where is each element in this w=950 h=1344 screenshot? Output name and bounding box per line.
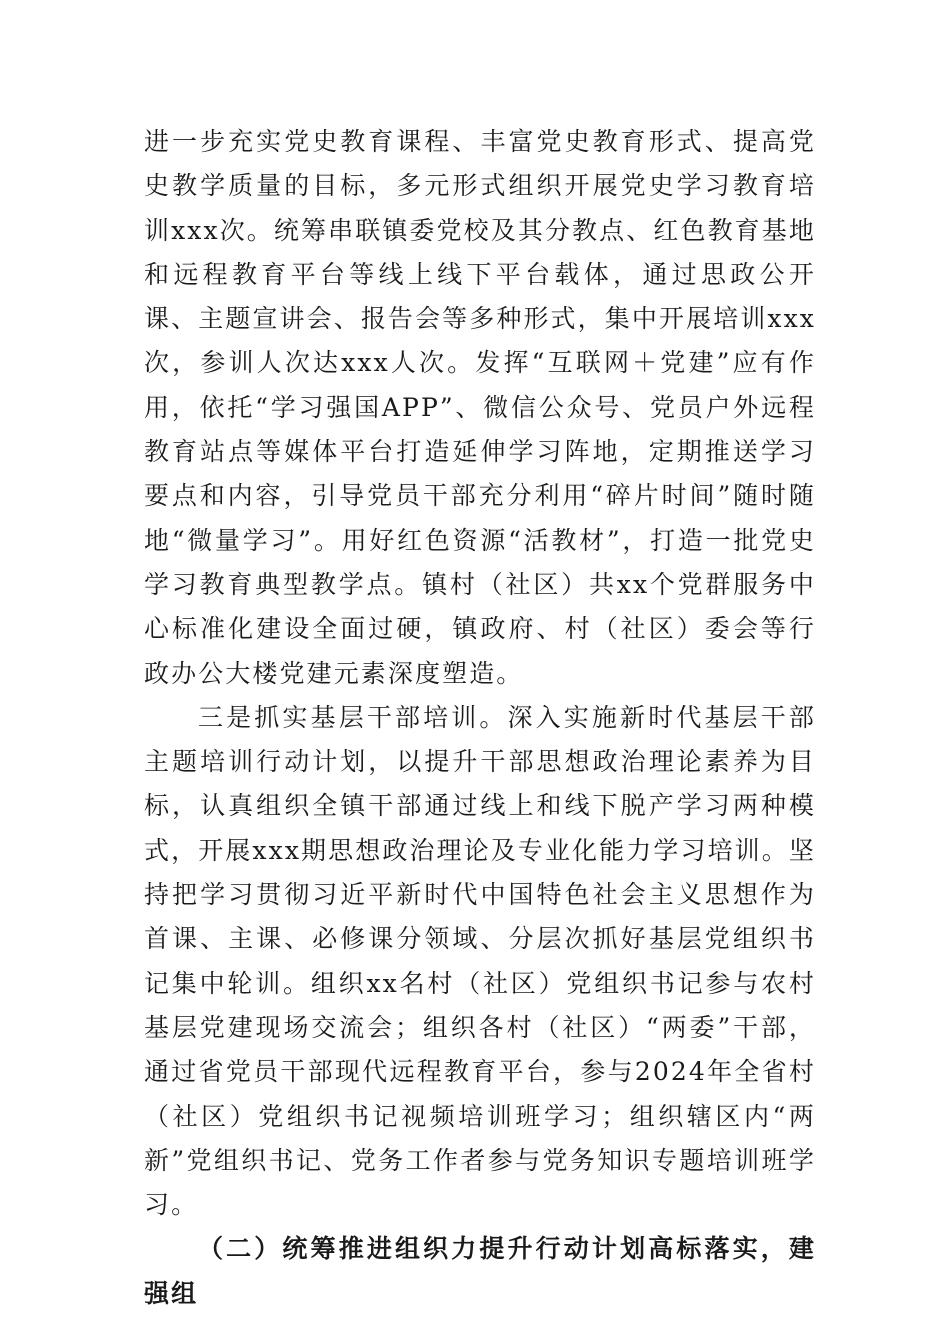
section-heading-organization: （二）统筹推进组织力提升行动计划高标落实，建强组 [144,1234,816,1308]
document-body [144,120,816,1316]
paragraph-party-history-education: 进一步充实党史教育课程、丰富党史教育形式、提高党史教学质量的目标，多元形式组织开展党史学习教育培训xxx次。统筹串联镇委党校及其分教点、红色教育基地和远程教育平台等线上线下平台载体，通过思政公开课、主题宣讲会、报告会等多种形式，集中开展培训xxx次，参训人次达xxx人次。发挥“互联网＋党建”应有作用，依托“学习强国APP”、微信公众号、党员户外远程教育站点等媒体平台打造延伸学习阵地，定期推送学习要点和内容，引导党员干部充分利用“碎片时间”随时随地“微量学习”。用好红色资源“活教材”，打造一批党史学习教育典型教学点。镇村（社区）共xx个党群服务中心标准化建设全面过硬，镇政府、村（社区）委会等行政办公大楼党建元素深度塑造。 [144,127,816,688]
paragraph-cadre-training: 三是抓实基层干部培训。深入实施新时代基层干部主题培训行动计划，以提升干部思想政治理论素养为目标，认真组织全镇干部通过线上和线下脱产学习两种模式，开展xxx期思想政治理论及专业化能力学习培训。坚持把学习贯彻习近平新时代中国特色社会主义思想作为首课、主课、必修课分领域、分层次抓好基层党组织书记集中轮训。组织xx名村（社区）党组织书记参与农村基层党建现场交流会；组织各村（社区）“两委”干部，通过省党员干部现代远程教育平台，参与2024年全省村（社区）党组织书记视频培训班学习；组织辖区内“两新”党组织书记、党务工作者参与党务知识专题培训班学习。 [144,702,816,1220]
